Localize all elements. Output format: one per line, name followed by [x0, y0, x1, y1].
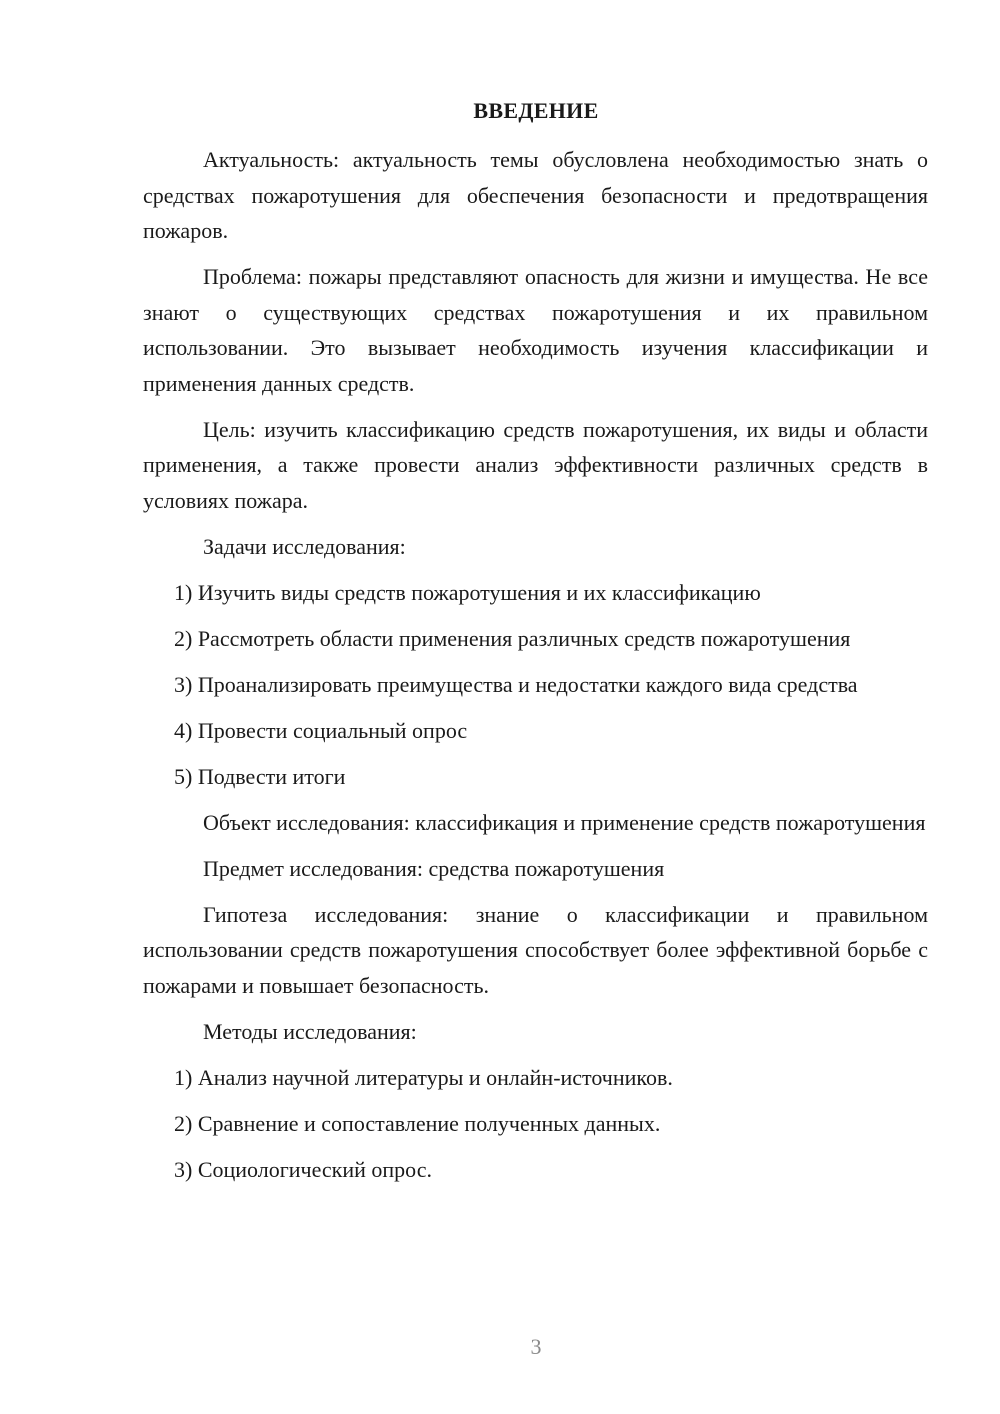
paragraph-tasks-heading: Задачи исследования:: [203, 533, 406, 559]
section-title: ВВЕДЕНИЕ: [473, 98, 599, 123]
list-item-method-1: 1) Анализ научной литературы и онлайн-источников.: [174, 1064, 673, 1090]
paragraph-subject: Предмет исследования: средства пожаротушения: [203, 855, 665, 881]
list-item-task-3: 3) Проанализировать преимущества и недостатки каждого вида средства: [174, 671, 858, 697]
paragraph-problem: Проблема: пожары представляют опасность для жизни и имущества. Не все знают о существующих средствах пожаротушения и их правильном использовании. Это вызывает необходимость изучения классификации и применения данных средств.: [143, 264, 928, 396]
paragraph-relevance: Актуальность: актуальность темы обусловлена необходимостью знать о средствах пожаротушения для обеспечения безопасности и предотвращения пожаров.: [143, 147, 928, 243]
paragraph-goal: Цель: изучить классификацию средств пожаротушения, их виды и области применения, а также провести анализ эффективности различных средств в условиях пожара.: [143, 416, 928, 513]
body-text: [143, 142, 928, 1198]
page-number: 3: [530, 1334, 542, 1359]
paragraph-object: Объект исследования: классификация и применение средств пожаротушения: [203, 809, 926, 835]
list-item-task-2: 2) Рассмотреть области применения различных средств пожаротушения: [174, 625, 851, 651]
list-item-method-3: 3) Социологический опрос.: [174, 1156, 432, 1182]
list-item-method-2: 2) Сравнение и сопоставление полученных данных.: [174, 1110, 661, 1136]
list-item-task-5: 5) Подвести итоги: [174, 763, 346, 789]
paragraph-methods-heading: Методы исследования:: [203, 1018, 417, 1044]
paragraph-hypothesis: Гипотеза исследования: знание о классификации и правильном использовании средств пожаротушения способствует более эффективной борьбе с пожарами и повышает безопасность.: [143, 901, 928, 998]
list-item-task-4: 4) Провести социальный опрос: [174, 717, 468, 743]
list-item-task-1: 1) Изучить виды средств пожаротушения и их классификацию: [174, 579, 761, 605]
